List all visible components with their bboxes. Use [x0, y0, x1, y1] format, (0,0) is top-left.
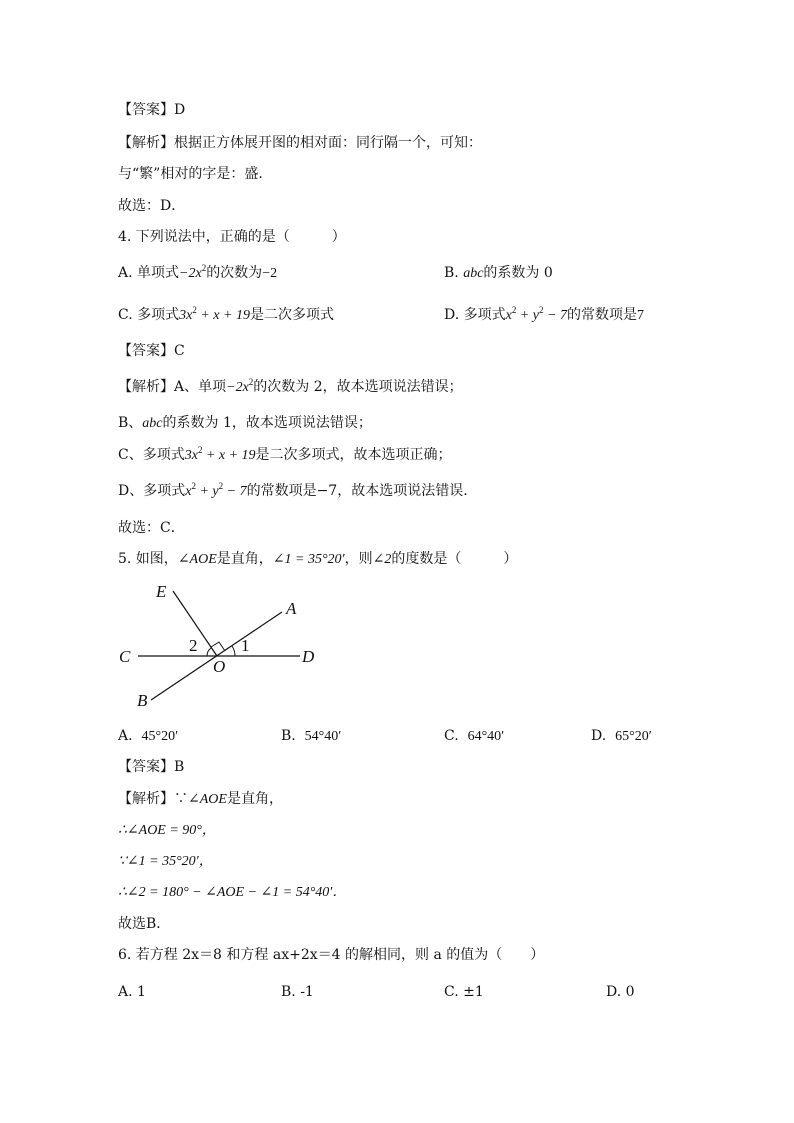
analysis-text: 根据正方体展开图的相对面：同行隔一个，可知： — [174, 135, 482, 151]
math-expr: 3x — [179, 308, 193, 323]
analysis-text: D、多项式 — [118, 483, 186, 499]
option-value: 54°40′ — [304, 729, 342, 744]
q5-option-c — [444, 727, 504, 746]
math-expr: ∠AOE — [177, 552, 217, 567]
option-label: C. — [118, 307, 133, 323]
option-label: C. — [444, 728, 459, 744]
option-label: D. — [591, 728, 607, 744]
label-o: O — [213, 657, 226, 676]
label-e: E — [156, 582, 167, 601]
stem-text: 是直角， — [216, 551, 273, 567]
q5-step-2: ∴∠AOE = 90°， — [118, 823, 216, 838]
analysis-text: B、 — [118, 415, 143, 431]
option-label: D. — [444, 307, 460, 323]
option-text: 多项式 — [463, 307, 506, 323]
math-expr: − 7 — [223, 484, 247, 499]
q4-option-c — [118, 306, 334, 325]
exponent: 2 — [197, 445, 203, 455]
exponent: 2 — [191, 481, 196, 491]
q4-analysis-d — [118, 482, 468, 501]
analysis-tag: 【解析】 — [118, 135, 174, 151]
label-a: A — [286, 599, 297, 618]
option-text: 的常数项是 — [566, 307, 637, 323]
option-value: 45°20′ — [141, 729, 179, 744]
angle-2-arc — [207, 648, 211, 656]
math-expr: 3x — [184, 448, 198, 463]
q3-conclusion: 故选：D． — [118, 198, 186, 214]
math-expr: + x + 19 — [196, 308, 250, 323]
math-expr: abc — [142, 416, 163, 431]
option-text: 的系数为 0 — [483, 265, 553, 281]
q6-option-b: B. -1 — [281, 984, 314, 1000]
q5-option-a — [118, 727, 178, 746]
q4-option-b — [444, 264, 553, 283]
analysis-text: 【解析】A、单项 — [118, 379, 227, 395]
option-value: −2 — [262, 266, 278, 281]
label-c: C — [119, 647, 131, 666]
label-b: B — [137, 691, 148, 710]
q6-option-c: C. ±1 — [444, 984, 484, 1000]
q5-step-1 — [118, 790, 283, 809]
q4-stem: 4. 下列说法中，正确的是（ ） — [118, 229, 346, 245]
math-expr: ∠2 — [372, 552, 392, 567]
stem-text: 5. 如图， — [118, 551, 178, 567]
label-d: D — [302, 647, 315, 666]
q4-analysis-a — [118, 378, 463, 397]
analysis-text: 的系数为 1，故本选项说法错误； — [162, 415, 372, 431]
math-expr: abc — [463, 266, 484, 281]
math-expr: −2x — [226, 380, 249, 395]
exponent: 2 — [218, 481, 224, 491]
analysis-text: 【解析】∵ — [118, 791, 188, 807]
q4-option-d — [444, 306, 644, 325]
option-text: 单项式 — [137, 265, 180, 281]
option-text: 的次数为 — [206, 265, 263, 281]
q4-analysis-c — [118, 446, 452, 465]
option-label: B. — [444, 265, 459, 281]
exponent: 2 — [201, 263, 207, 273]
math-expr: −2x — [179, 266, 202, 281]
option-value: 65°20′ — [615, 729, 652, 744]
stem-text: 的度数是（ ） — [391, 551, 518, 567]
analysis-text: C、多项式 — [118, 447, 185, 463]
q5-step-3: ∵∠1 = 35°20′， — [118, 854, 213, 869]
q6-stem: 6. 若方程 2x＝8 和方程 ax+2x＝4 的解相同，则 a 的值为（ ） — [118, 947, 545, 963]
angle-1-arc — [232, 646, 235, 656]
exponent: 2 — [539, 305, 544, 315]
option-text: 多项式 — [137, 307, 180, 323]
q4-conclusion: 故选：C． — [118, 520, 185, 536]
q5-option-d — [591, 727, 652, 746]
analysis-text: 是二次多项式，故本选项正确； — [255, 447, 452, 463]
analysis-text: 的常数项是−7，故本选项说法错误. — [246, 483, 468, 499]
analysis-text: 的次数为 2，故本选项说法错误； — [253, 379, 463, 395]
math-expr: ∠1 = 35°20′ — [272, 552, 345, 567]
q5-step-4: ∴∠2 = 180° − ∠AOE − ∠1 = 54°40′． — [118, 885, 347, 900]
q5-conclusion: 故选B． — [118, 916, 171, 932]
q6-option-a: A. 1 — [118, 984, 146, 1000]
math-expr: ∠AOE — [188, 792, 227, 807]
math-expr: − 7 — [543, 308, 567, 323]
q3-analysis — [118, 134, 482, 152]
math-expr: x — [505, 308, 512, 323]
q3-line2: 与“繁”相对的字是：盛. — [118, 166, 263, 182]
exponent: 2 — [511, 305, 517, 315]
q5-option-b — [281, 727, 341, 746]
math-expr: + y — [516, 308, 540, 323]
exponent: 2 — [192, 305, 197, 315]
option-label: A. — [118, 265, 133, 281]
q5-stem — [118, 550, 517, 569]
option-value: 64°40′ — [467, 729, 505, 744]
q6-option-d: D. 0 — [606, 984, 635, 1000]
analysis-text: 是直角， — [226, 791, 283, 807]
label-angle-1: 1 — [241, 636, 250, 655]
option-label: B. — [281, 728, 296, 744]
math-expr: + y — [195, 484, 219, 499]
q4-analysis-b — [118, 414, 372, 433]
q4-answer: 【答案】C — [118, 343, 185, 359]
q5-answer: 【答案】B — [118, 759, 185, 775]
option-text: 是二次多项式 — [249, 307, 334, 323]
q3-answer: 【答案】D — [118, 102, 186, 118]
option-label: A. — [118, 728, 133, 744]
stem-text: ，则 — [344, 551, 373, 567]
label-angle-2: 2 — [189, 636, 198, 655]
q4-option-a — [118, 264, 277, 283]
option-value: 7 — [636, 308, 644, 323]
q5-angle-figure — [116, 578, 326, 710]
exponent: 2 — [248, 377, 254, 387]
math-expr: + x + 19 — [202, 448, 256, 463]
math-expr: x — [185, 484, 192, 499]
